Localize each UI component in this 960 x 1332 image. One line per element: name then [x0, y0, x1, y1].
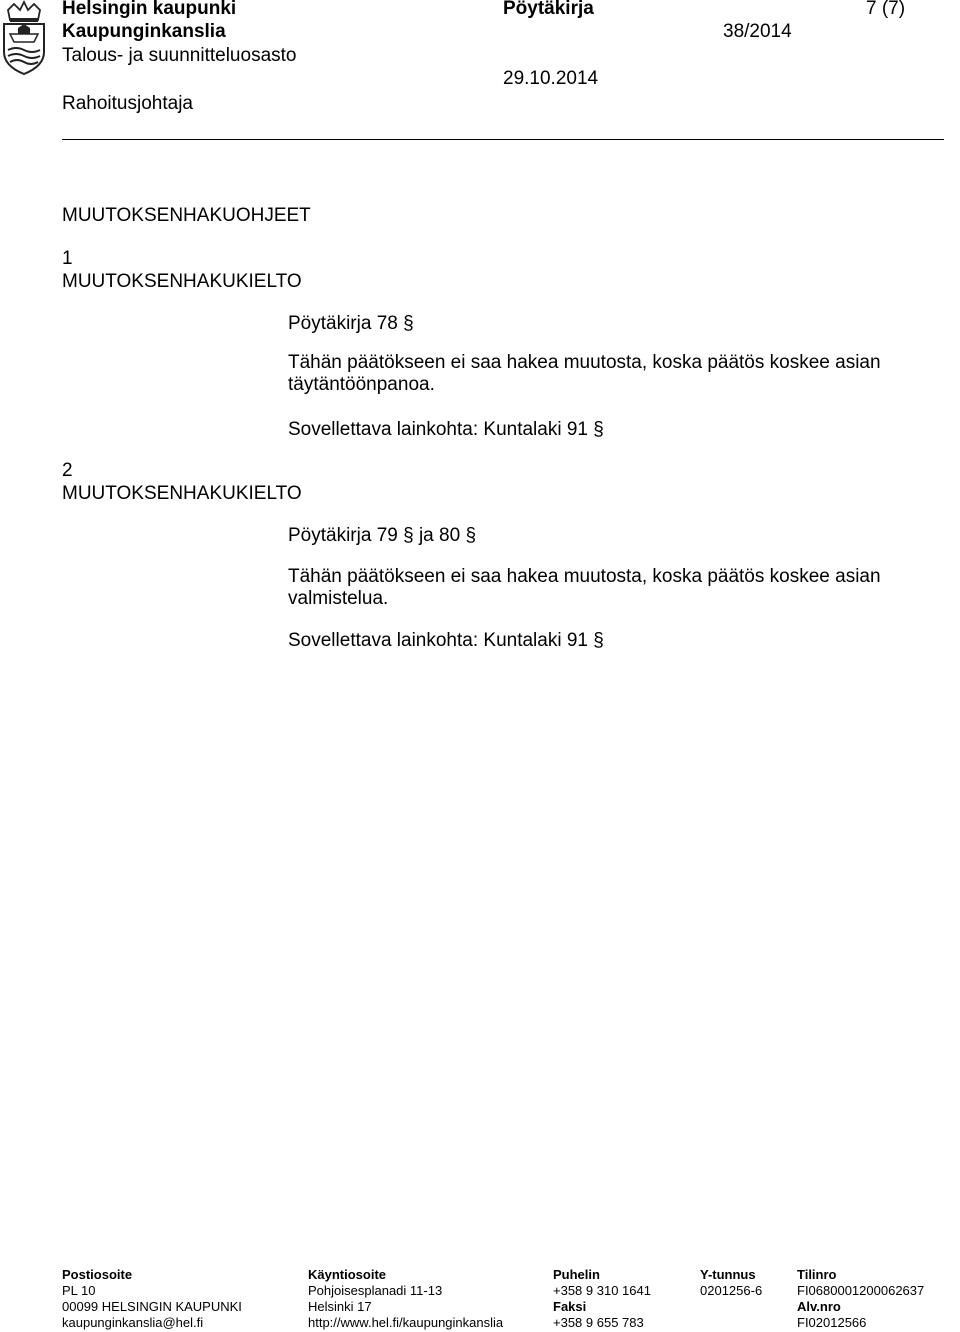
- header-page-number: 7 (7): [866, 0, 906, 19]
- footer-postal-line2: 00099 HELSINGIN KAUPUNKI: [62, 1299, 242, 1314]
- footer-postal-line1: PL 10: [62, 1283, 96, 1298]
- section-1-number: 1: [62, 248, 73, 269]
- section-2-number: 2: [62, 460, 73, 481]
- header-divider: [62, 139, 944, 140]
- section-1-reference: Pöytäkirja 78 §: [288, 313, 414, 334]
- section-1-law: Sovellettava lainkohta: Kuntalaki 91 §: [288, 419, 604, 440]
- footer-vat-heading: Alv.nro: [797, 1299, 841, 1314]
- footer-phone: [553, 1267, 651, 1331]
- header-doc-type: Pöytäkirja: [503, 0, 594, 19]
- footer-business-id-heading: Y-tunnus: [700, 1267, 756, 1282]
- footer-email: kaupunginkanslia@hel.fi: [62, 1315, 204, 1330]
- header-org: Helsingin kaupunki: [62, 0, 237, 19]
- footer-fax-heading: Faksi: [553, 1299, 587, 1314]
- footer-visiting: [308, 1267, 503, 1331]
- page-title: MUUTOKSENHAKUOHJEET: [62, 205, 311, 226]
- footer-fax-value: +358 9 655 783: [553, 1315, 644, 1330]
- footer-visiting-heading: Käyntiosoite: [308, 1267, 387, 1282]
- footer-business-id-value: 0201256-6: [700, 1283, 763, 1298]
- footer-postal-heading: Postiosoite: [62, 1267, 133, 1282]
- header-doc-number: 38/2014: [723, 21, 792, 42]
- footer-account-heading: Tilinro: [797, 1267, 837, 1282]
- footer-phone-heading: Puhelin: [553, 1267, 600, 1282]
- footer-account: [797, 1267, 924, 1331]
- section-2-heading: MUUTOKSENHAKUKIELTO: [62, 483, 302, 504]
- helsinki-crest-icon: [0, 0, 48, 76]
- header-date: 29.10.2014: [503, 68, 599, 89]
- footer-phone-value: +358 9 310 1641: [553, 1283, 651, 1298]
- section-1-text: Tähän päätökseen ei saa hakea muutosta, koska päätös koskee asian täytäntöönpanoa.: [288, 352, 881, 395]
- footer-website: http://www.hel.fi/kaupunginkanslia: [308, 1315, 504, 1330]
- section-2-law: Sovellettava lainkohta: Kuntalaki 91 §: [288, 630, 604, 651]
- footer-vat-value: FI02012566: [797, 1315, 867, 1330]
- section-2-text: Tähän päätökseen ei saa hakea muutosta, koska päätös koskee asian valmistelua.: [288, 566, 881, 609]
- footer-postal: [62, 1267, 242, 1331]
- footer-account-value: FI0680001200062637: [797, 1283, 925, 1298]
- footer-visiting-line1: Pohjoisesplanadi 11-13: [308, 1283, 443, 1298]
- section-1-heading: MUUTOKSENHAKUKIELTO: [62, 271, 302, 292]
- header-department: Talous- ja suunnitteluosasto: [62, 45, 297, 66]
- footer-business-id: [700, 1267, 762, 1299]
- footer-visiting-line2: Helsinki 17: [308, 1299, 372, 1314]
- section-2-reference: Pöytäkirja 79 § ja 80 §: [288, 525, 477, 546]
- header-official: Rahoitusjohtaja: [62, 93, 193, 114]
- header-unit: Kaupunginkanslia: [62, 21, 226, 42]
